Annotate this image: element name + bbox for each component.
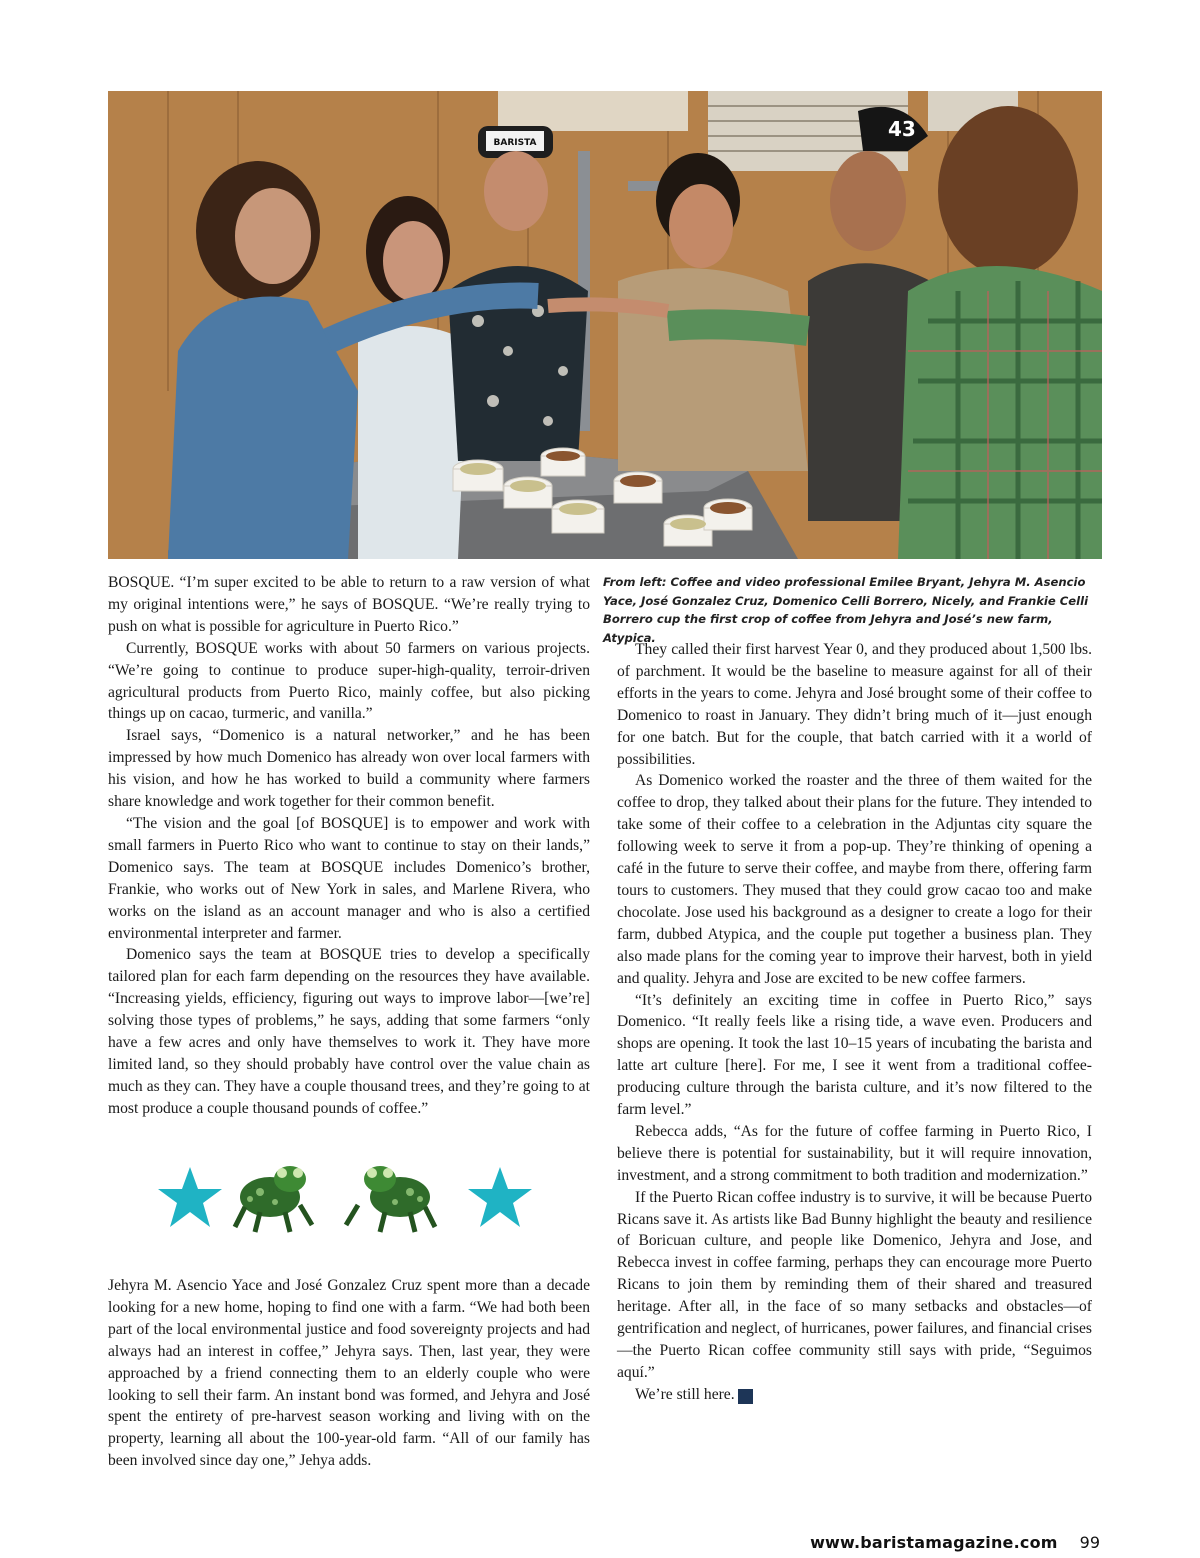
closing-line: We’re still here. [635, 1385, 735, 1403]
paragraph: Currently, BOSQUE works with about 50 farmers on various projects. “We’re going to continue to produce super-high-quality, terroir-driven agricultural products from Puerto Rico, mainly coffee, but also picking things up on cacao, turmeric, and vanilla.” [108, 639, 590, 723]
paragraph: If the Puerto Rican coffee industry is to survive, it will be because Puerto Ricans save it. As artists like Bad Bunny highlight the beauty and resilience of Boricuan culture, and people like Domenico, Jehyra and Jose, and Rebecca invest in coffee farming, perhaps they can encourage more Puerto Ricans to join them by reminding them of their shared and treasured heritage. After all, in the face of so many setbacks and obstacles—of gentrification and neglect, of hurricanes, power failures, and financial crises—the Puerto Rican coffee community still says with pride, “Seguimos aquí.” [617, 1188, 1093, 1381]
star-icon [158, 1167, 222, 1227]
page-number: 99 [1079, 1533, 1100, 1552]
paragraph: Domenico says the team at BOSQUE tries to develop a specifically tailored plan for each farm depending on the resources they have available. “Increasing yields, efficiency, figuring out ways to improve labor—[we’re] solving those types of problems,” he says, adding that some farmers “only have a few acres and only have themselves to work it. They have more limited land, so they should probably have control over the value chain as much as they can. They have a couple thousand trees, and they’re going to at most produce a couple thousand pounds of coffee.” [108, 946, 590, 1117]
section-divider-ornament [150, 1157, 550, 1237]
paragraph: As Domenico worked the roaster and the three of them waited for the coffee to drop, they talked about their plans for the future. They intended to take some of their coffee to a celebration in the Adjuntas city square the following week to serve it from a pop-up. They’re thinking of opening a café in the future to serve their coffee, and maybe from there, offering farm tours to customers. They mused that they could grow cacao too and make chocolate. Jose used his background as a designer to create a logo for their farm, dubbed Atypica, and the couple put together a business plan. They also made plans for the coming year to improve their harvest, both in yield and quality. Jehyra and Jose are excited to be new coffee farmers. [617, 772, 1092, 987]
closing-paragraph [617, 1384, 1092, 1406]
star-icon [468, 1167, 532, 1227]
frog-icon [235, 1166, 312, 1232]
page-footer [810, 1533, 1100, 1552]
paragraph: They called their first harvest Year 0, and they produced about 1,500 lbs. of parchment. It would be the baseline to measure against for all of their efforts in the years to come. Jehyra and José brought some of their coffee to Domenico to roast in January. They didn’t bring much of it—just enough for one batch. But for the couple, that batch carried with it a world of possibilities. [617, 641, 1092, 768]
paragraph: Jehyra M. Asencio Yace and José Gonzalez Cruz spent more than a decade looking for a new home, hoping to find one with a farm. “We had both been part of the local environmental justice and food sovereignty projects and had always had an interest in coffee,” Jehyra says. Then, last year, they were approached by a friend connecting them to an elderly couple who were looking to sell their farm. An instant bond was formed, and Jehyra and José spent the entirety of pre-harvest season working and living with on the property, learning all about the 100-year-old farm. “All of our family has been involved since day one,” Jehya adds. [108, 1277, 590, 1470]
photo-caption: From left: Coffee and video professional Emilee Bryant, Jehyra M. Asencio Yace, José Gonzalez Cruz, Domenico Celli Borrero, Nicely, and Frankie Celli Borrero cup the first crop of coffee from Jehyra and José’s new farm, Atypica. [603, 575, 1089, 645]
left-column-top [108, 572, 590, 1120]
paragraph: “It’s definitely an exciting time in coffee in Puerto Rico,” says Domenico. “It really feels like a rising tide, a wave even. Producers and shops are opening. It took the last 10–15 years of incubating the barista and latte art culture [here]. For me, I see it went from a traditional coffee-producing culture through the barista culture, and it’s now filtered to the farm level.” [617, 991, 1092, 1119]
frog-icon [346, 1166, 435, 1232]
cap-text: BARISTA [493, 138, 537, 148]
cupping-photo [108, 91, 1102, 559]
paragraph: “The vision and the goal [of BOSQUE] is to empower and work with small farmers in Puerto Rico who want to continue to stay on their lands,” Domenico says. The team at BOSQUE includes Domenico’s brother, Frankie, who works out of New York in sales, and Marlene Rivera, who works on the island as an account manager and who is also a certified environmental interpreter and farmer. [108, 814, 590, 942]
paragraph: BOSQUE. “I’m super excited to be able to return to a raw version of what my original intentions were,” he says of BOSQUE. “We’re really trying to push on what is possible for agriculture in Puerto Rico.” [108, 574, 590, 635]
paragraph: Rebecca adds, “As for the future of coffee farming in Puerto Rico, I believe there is potential for sustainability, but it will require innovation, investment, and a strong commitment to both tradition and modernization.” [617, 1122, 1092, 1184]
website-url: www.baristamagazine.com [810, 1533, 1058, 1552]
cap-number: 43 [888, 117, 916, 141]
left-column-bottom [108, 1275, 590, 1472]
paragraph: Israel says, “Domenico is a natural networker,” and he has been impressed by how much Domenico has already won over local farmers with his vision, and how he has worked to build a community where farmers share knowledge and work together for their common benefit. [108, 727, 590, 811]
end-of-article-icon: b [738, 1389, 753, 1404]
right-column [617, 639, 1092, 1406]
